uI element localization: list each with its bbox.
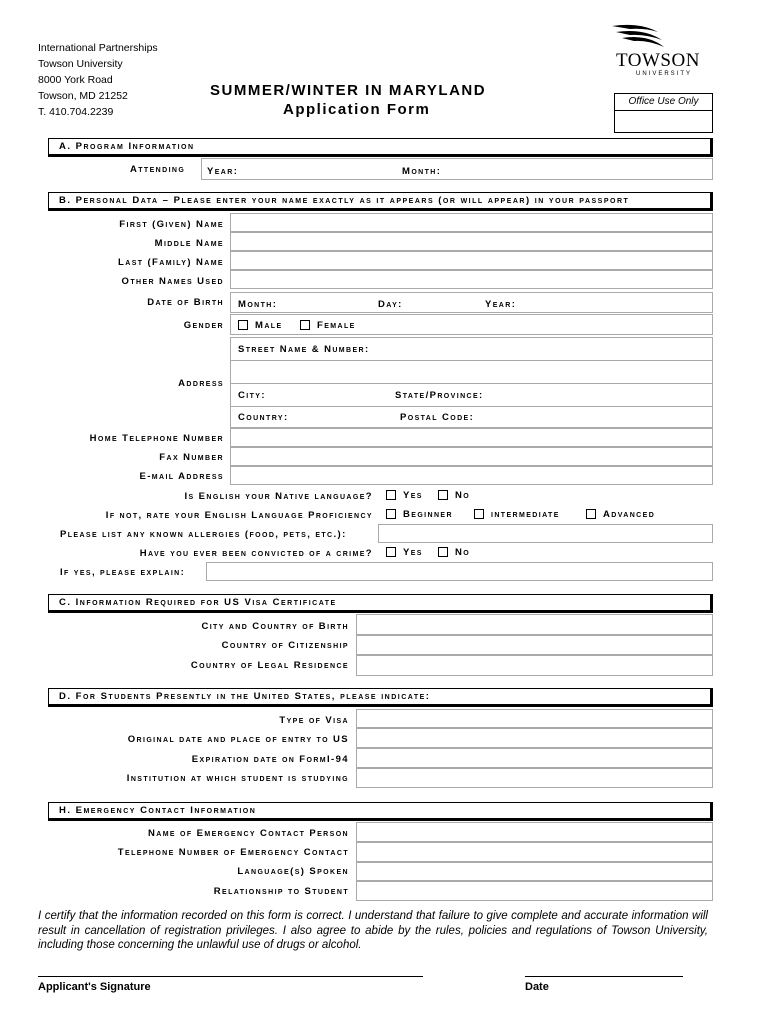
advanced-option[interactable] (586, 509, 655, 520)
female-option[interactable] (300, 320, 356, 331)
first-name-field[interactable] (230, 213, 713, 232)
signature-line[interactable] (38, 976, 423, 977)
gender-label: Gender (183, 320, 224, 331)
date-label: Date (525, 981, 549, 993)
last-name-field[interactable] (230, 251, 713, 270)
convicted-yes-option[interactable] (386, 547, 423, 558)
institution-label: Institution at which student is studying (126, 773, 349, 784)
section-d-heading: D. For Students Presently in the United States, please indicate: (48, 688, 713, 707)
allergies-field[interactable] (378, 524, 713, 543)
native-no-option[interactable] (438, 490, 470, 501)
no-label: No (455, 490, 471, 501)
checkbox-icon[interactable] (438, 490, 448, 500)
citizenship-field[interactable] (356, 635, 713, 655)
section-b-heading: B. Personal Data – Please enter your name exactly as it appears (or will appear) in your passport (48, 192, 713, 211)
contact-phone-label: Telephone Number of Emergency Contact (117, 847, 349, 858)
month-label: Month: (402, 166, 442, 177)
state-label: State/Province: (395, 390, 484, 401)
dob-year-label: Year: (485, 299, 517, 310)
birth-field[interactable] (356, 614, 713, 635)
postal-label: Postal Code: (400, 412, 475, 423)
other-names-label: Other Names Used (121, 276, 224, 287)
other-names-field[interactable] (230, 270, 713, 289)
middle-name-label: Middle Name (154, 238, 224, 249)
beginner-option[interactable] (386, 509, 453, 520)
country-label: Country: (238, 412, 289, 423)
explain-field[interactable] (206, 562, 713, 581)
relationship-label: Relationship to Student (213, 886, 349, 897)
address-line: Towson, MD 21252 (38, 90, 128, 102)
section-c-heading: C. Information Required for US Visa Certificate (48, 594, 713, 613)
convicted-no-option[interactable] (438, 547, 470, 558)
fax-field[interactable] (230, 447, 713, 466)
email-label: E-mail Address (139, 471, 224, 482)
office-use-box (614, 93, 713, 133)
no-label: No (455, 547, 471, 558)
entry-field[interactable] (356, 728, 713, 748)
section-a-heading: A. Program Information (48, 138, 713, 157)
english-rate-label: If not, rate your English Language Proficiency (105, 510, 373, 521)
male-label: Male (255, 320, 283, 331)
dob-field[interactable] (230, 292, 713, 313)
institution-field[interactable] (356, 768, 713, 788)
address-line: 8000 York Road (38, 74, 113, 86)
relationship-field[interactable] (356, 881, 713, 901)
checkbox-icon[interactable] (386, 490, 396, 500)
form-subtitle: Application Form (283, 101, 431, 118)
date-line[interactable] (525, 976, 683, 977)
languages-field[interactable] (356, 862, 713, 881)
address-block (38, 40, 158, 120)
visa-type-field[interactable] (356, 709, 713, 728)
middle-name-field[interactable] (230, 232, 713, 251)
year-label: Year: (207, 166, 239, 177)
legal-residence-field[interactable] (356, 655, 713, 676)
checkbox-icon[interactable] (386, 547, 396, 557)
beginner-label: Beginner (403, 509, 453, 520)
home-phone-label: Home Telephone Number (89, 433, 224, 444)
office-use-label: Office Use Only (615, 94, 712, 111)
logo-word: TOWSON (616, 50, 700, 71)
native-yes-option[interactable] (386, 490, 423, 501)
dob-month-label: Month: (238, 299, 278, 310)
advanced-label: Advanced (603, 509, 656, 520)
form-title: SUMMER/WINTER IN MARYLAND (210, 82, 487, 99)
first-name-label: First (Given) Name (119, 219, 224, 230)
address-line: Towson University (38, 58, 123, 70)
checkbox-icon[interactable] (438, 547, 448, 557)
yes-label: Yes (403, 490, 423, 501)
intermediate-label: intermediate (491, 509, 560, 520)
checkbox-icon[interactable] (300, 320, 310, 330)
logo-sub: UNIVERSITY (636, 71, 693, 77)
address-label: Address (178, 378, 224, 389)
male-option[interactable] (238, 320, 283, 331)
address-line: T. 410.704.2239 (38, 106, 114, 118)
city-label: City: (238, 390, 266, 401)
fax-label: Fax Number (159, 452, 224, 463)
attending-field[interactable] (201, 158, 713, 180)
allergies-label: Please list any known allergies (food, pets, etc.): (60, 529, 347, 540)
checkbox-icon[interactable] (238, 320, 248, 330)
home-phone-field[interactable] (230, 428, 713, 447)
certification-text: I certify that the information recorded on this form is correct. I understand that failure to give complete and accurate information will result in cancellation of registration privileges. I also agree to abide by the rules, policies and regulations of Towson University, including those concerning the unlawful use of drugs or alcohol. (38, 910, 708, 951)
email-field[interactable] (230, 466, 713, 485)
convicted-label: Have you ever been convicted of a crime? (139, 548, 373, 559)
towson-logo (600, 20, 712, 80)
section-h-heading: H. Emergency Contact Information (48, 802, 713, 821)
checkbox-icon[interactable] (586, 509, 596, 519)
dob-day-label: Day: (378, 299, 403, 310)
yes-label: Yes (403, 547, 423, 558)
expiration-field[interactable] (356, 748, 713, 768)
checkbox-icon[interactable] (474, 509, 484, 519)
explain-label: If yes, please explain: (60, 567, 186, 578)
contact-name-label: Name of Emergency Contact Person (147, 828, 349, 839)
intermediate-option[interactable] (474, 509, 560, 520)
legal-residence-label: Country of Legal Residence (190, 660, 349, 671)
checkbox-icon[interactable] (386, 509, 396, 519)
street-label: Street Name & Number: (238, 344, 370, 355)
signature-label: Applicant's Signature (38, 981, 151, 993)
entry-label: Original date and place of entry to US (127, 734, 349, 745)
contact-name-field[interactable] (356, 822, 713, 842)
dob-label: Date of Birth (147, 297, 224, 308)
languages-label: Language(s) Spoken (237, 866, 349, 877)
attending-label: Attending (130, 164, 186, 175)
visa-type-label: Type of Visa (279, 715, 349, 726)
birth-label: City and Country of Birth (201, 621, 349, 632)
citizenship-label: Country of Citizenship (221, 640, 349, 651)
expiration-label: Expiration date on FormI-94 (191, 754, 349, 765)
address-line: International Partnerships (38, 42, 158, 54)
tiger-stripe-icon (600, 20, 712, 54)
last-name-label: Last (Family) Name (118, 257, 224, 268)
female-label: Female (317, 320, 356, 331)
english-native-label: Is English your Native language? (184, 491, 373, 502)
contact-phone-field[interactable] (356, 842, 713, 862)
